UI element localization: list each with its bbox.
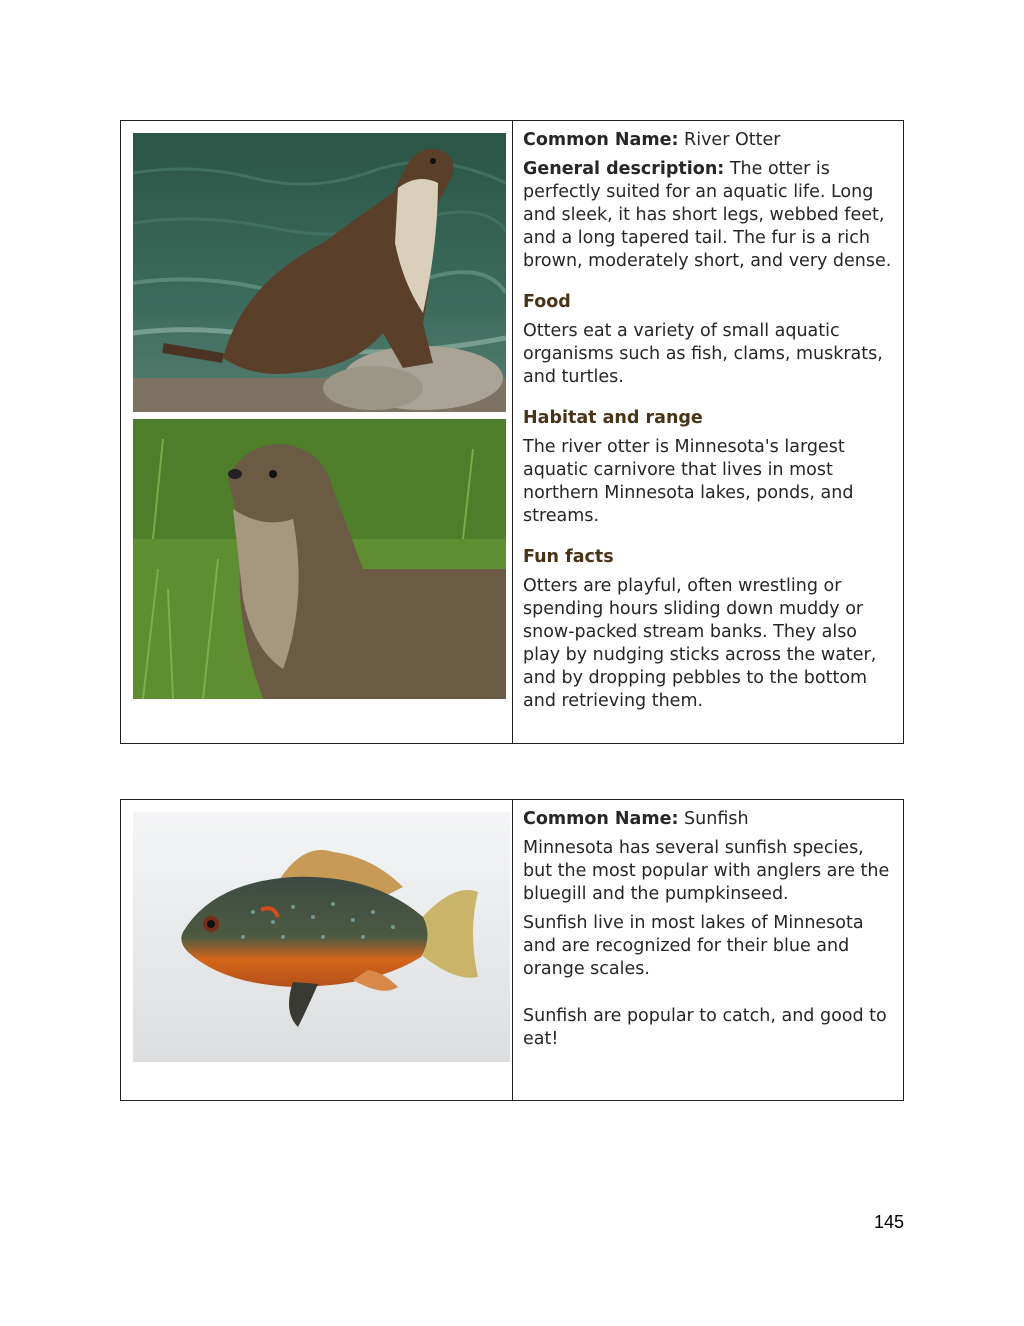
- sunfish-text-column: [513, 800, 903, 1100]
- sunfish-photo: [133, 812, 510, 1062]
- otter-card: [120, 120, 904, 744]
- otter-common-name: Common Name: River Otter: [523, 130, 781, 150]
- otter-habitat-text: The river otter is Minnesota's largest aquatic carnivore that lives in most northern Minnesota lakes, ponds, and streams.: [523, 437, 854, 526]
- sunfish-paragraph-3: Sunfish are popular to catch, and good to eat!: [523, 1006, 887, 1049]
- sunfish-paragraph-1: Minnesota has several sunfish species, but the most popular with anglers are the bluegill and the pumpkinseed.: [523, 838, 890, 904]
- otter-fun-facts-text: Otters are playful, often wrestling or spending hours sliding down muddy or snow-packed stream banks. They also play by nudging sticks across the water, and by dropping pebbles to the bottom and retrieving them.: [523, 576, 877, 711]
- otter-text-column: [513, 121, 903, 743]
- otter-photo-grass: [133, 419, 506, 699]
- otter-photo-water: [133, 133, 506, 412]
- page-number: 145: [873, 1212, 904, 1232]
- otter-food-text: Otters eat a variety of small aquatic organisms such as fish, clams, muskrats, and turtles.: [523, 321, 883, 387]
- sunfish-spacer: [523, 987, 893, 1005]
- sunfish-common-name: Common Name: Sunfish: [523, 809, 749, 829]
- otter-habitat-heading: Habitat and range: [523, 408, 703, 428]
- sunfish-card: [120, 799, 904, 1101]
- otter-general-description: General description: The otter is perfectly suited for an aquatic life. Long and sleek, it has short legs, webbed feet, and a long tapered tail. The fur is a rich brown, moderately short, and very dense.: [523, 159, 892, 271]
- otter-food-heading: Food: [523, 292, 571, 312]
- otter-fun-facts-heading: Fun facts: [523, 547, 614, 567]
- otter-image-column: [121, 121, 513, 743]
- sunfish-paragraph-2: Sunfish live in most lakes of Minnesota and are recognized for their blue and orange scales.: [523, 913, 864, 979]
- sunfish-image-column: [121, 800, 513, 1100]
